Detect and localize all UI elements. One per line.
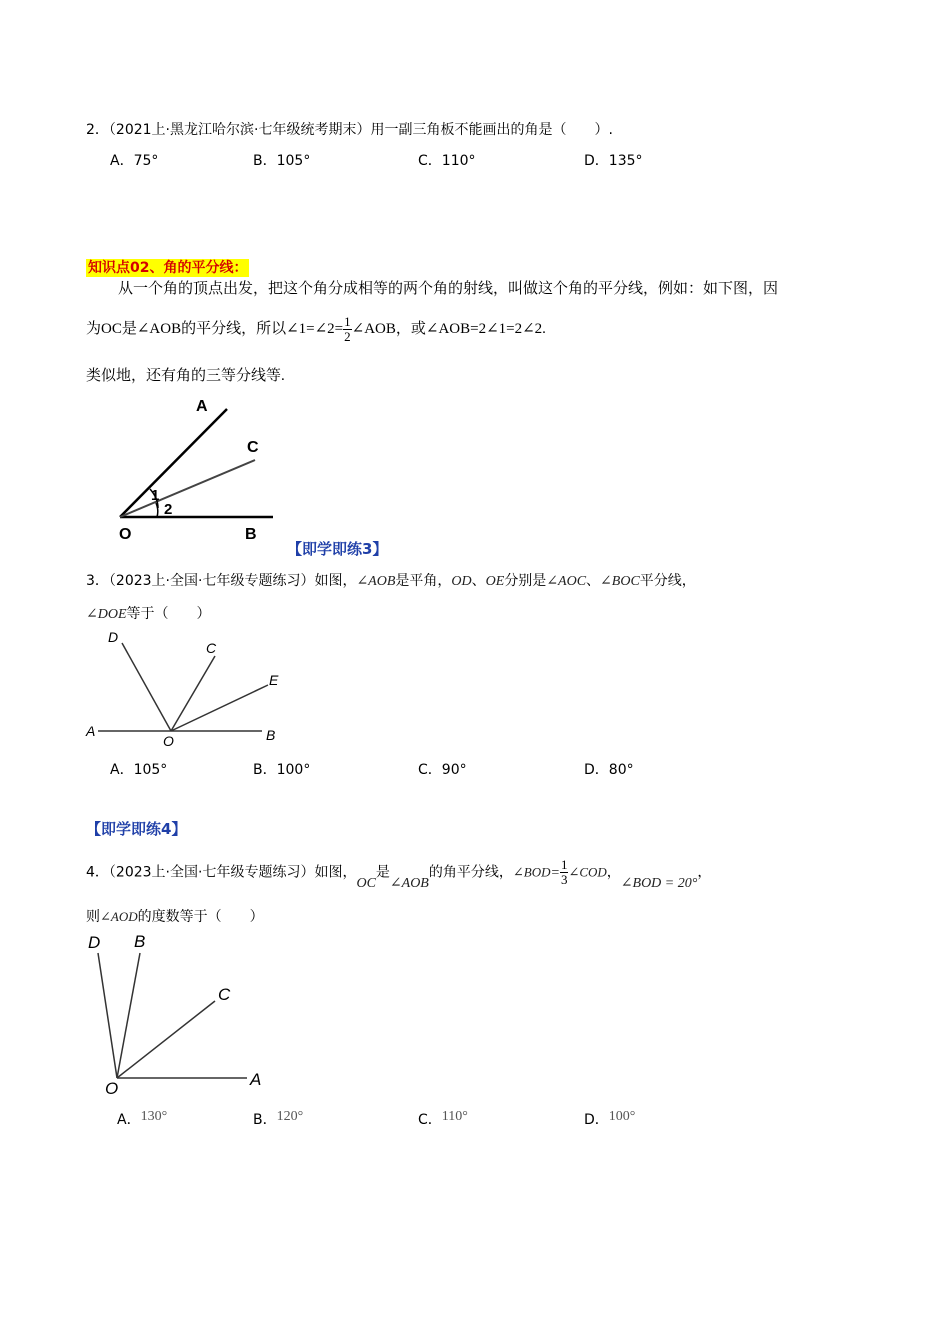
q4-text: （2023上·全国·七年级专题练习）如图，	[108, 864, 357, 881]
q4-option-c	[418, 1109, 468, 1129]
math-angle-boc: ∠BOC	[600, 574, 640, 589]
option-label: A．	[110, 762, 134, 778]
practice-4-heading: 【即学即练4】	[86, 820, 187, 838]
math-angle-doe: ∠DOE	[86, 607, 127, 622]
q4-option-b	[253, 1109, 303, 1129]
ray-oc	[117, 1001, 215, 1078]
q4-text: ，	[606, 864, 621, 881]
heading-text: 知识点02、角的平分线：	[88, 260, 248, 276]
practice-3-heading: 【即学即练3】	[287, 540, 388, 558]
label-d: D	[108, 629, 119, 645]
option-label: A．	[110, 153, 134, 169]
label-a: A	[250, 1070, 262, 1089]
option-value: 110°	[441, 153, 476, 169]
fraction-denominator: 2	[344, 329, 351, 344]
ray-ob	[117, 953, 140, 1078]
option-label: A．	[117, 1112, 141, 1128]
option-value: 120°	[276, 1109, 304, 1124]
math-angle-aod: ∠AOD	[100, 909, 138, 924]
label-o: O	[119, 526, 132, 543]
q4-text: 的角平分线，	[428, 864, 513, 881]
math-angle-aoc: ∠AOC	[546, 574, 587, 589]
math-oc: OC	[356, 875, 376, 891]
option-value: 130°	[140, 1109, 168, 1124]
q3-text: （2023上·全国·七年级专题练习）如图，	[108, 573, 357, 589]
option-value: 105°	[133, 762, 168, 778]
q4-text: 是	[375, 864, 390, 881]
option-label: D．	[584, 1112, 609, 1128]
option-label: B．	[253, 153, 277, 169]
q2-number: 2．	[86, 122, 109, 138]
q2-text: （2021上·黑龙江哈尔滨·七年级统考期末）用一副三角板不能画出的角是（ ）.	[108, 122, 613, 138]
math-angle-cod: ∠COD	[568, 864, 607, 880]
math-oe: OE	[485, 574, 505, 589]
option-value: 100°	[608, 1109, 636, 1124]
label-angle-1: 1	[151, 487, 160, 504]
q4-text: 则	[86, 909, 100, 925]
q4-option-a	[117, 1109, 167, 1129]
label-b: B	[134, 932, 146, 951]
math-bod-20: ∠BOD = 20°	[620, 875, 698, 891]
q4-text: ，	[697, 864, 712, 881]
q3-text: 等于（ ）	[126, 606, 211, 622]
ray-od	[98, 953, 117, 1078]
option-value: 75°	[133, 153, 159, 169]
fraction-numerator: 1	[344, 314, 351, 329]
para2-post: ∠AOB，或∠AOB=2∠1=2∠2.	[351, 320, 546, 337]
label-c: C	[206, 640, 217, 656]
math-equals: =	[550, 865, 560, 881]
math-od: OD	[451, 574, 472, 589]
fraction-numerator: 1	[560, 857, 568, 872]
math-angle-aob: ∠AOB	[389, 875, 429, 891]
label-b: B	[245, 526, 257, 543]
option-value: 80°	[608, 762, 634, 778]
q4-option-d	[584, 1109, 635, 1129]
label-o: O	[105, 1079, 119, 1098]
para2-pre: 为OC是∠AOB的平分线，所以∠1=∠2=	[86, 320, 344, 337]
option-label: B．	[253, 1112, 277, 1128]
option-value: 135°	[608, 153, 643, 169]
label-o: O	[163, 733, 174, 749]
option-label: B．	[253, 762, 277, 778]
label-c: C	[247, 439, 259, 456]
q3-text: 是平角，	[395, 573, 452, 589]
q3-text: 分别是	[504, 573, 547, 589]
option-value: 110°	[441, 1109, 468, 1124]
label-angle-2: 2	[164, 501, 173, 518]
q3-text: 、	[471, 573, 486, 589]
fraction-denominator: 3	[560, 872, 568, 887]
option-label: D．	[584, 153, 609, 169]
option-label: C．	[418, 1112, 442, 1128]
option-value: 90°	[441, 762, 467, 778]
q3-text: 、	[586, 573, 601, 589]
option-value: 105°	[276, 153, 311, 169]
label-e: E	[269, 672, 279, 688]
label-d: D	[88, 933, 101, 952]
q3-number: 3．	[86, 573, 109, 589]
q4-text: 的度数等于（ ）	[137, 909, 264, 925]
label-a: A	[86, 723, 96, 739]
kp-paragraph-1: 从一个角的顶点出发，把这个角分成相等的两个角的射线，叫做这个角的平分线，例如：如下图，因	[118, 281, 779, 297]
label-c: C	[218, 985, 231, 1004]
option-label: C．	[418, 153, 442, 169]
kp-paragraph-3: 类似地，还有角的三等分线等.	[86, 368, 285, 384]
label-a: A	[196, 398, 208, 415]
q3-text: 平分线，	[639, 573, 696, 589]
label-b: B	[266, 727, 276, 743]
math-angle-aob: ∠AOB	[356, 574, 396, 589]
q4-number: 4．	[86, 864, 109, 881]
math-angle-bod: ∠BOD	[512, 864, 551, 880]
option-label: C．	[418, 762, 442, 778]
option-value: 100°	[276, 762, 311, 778]
option-label: D．	[584, 762, 609, 778]
